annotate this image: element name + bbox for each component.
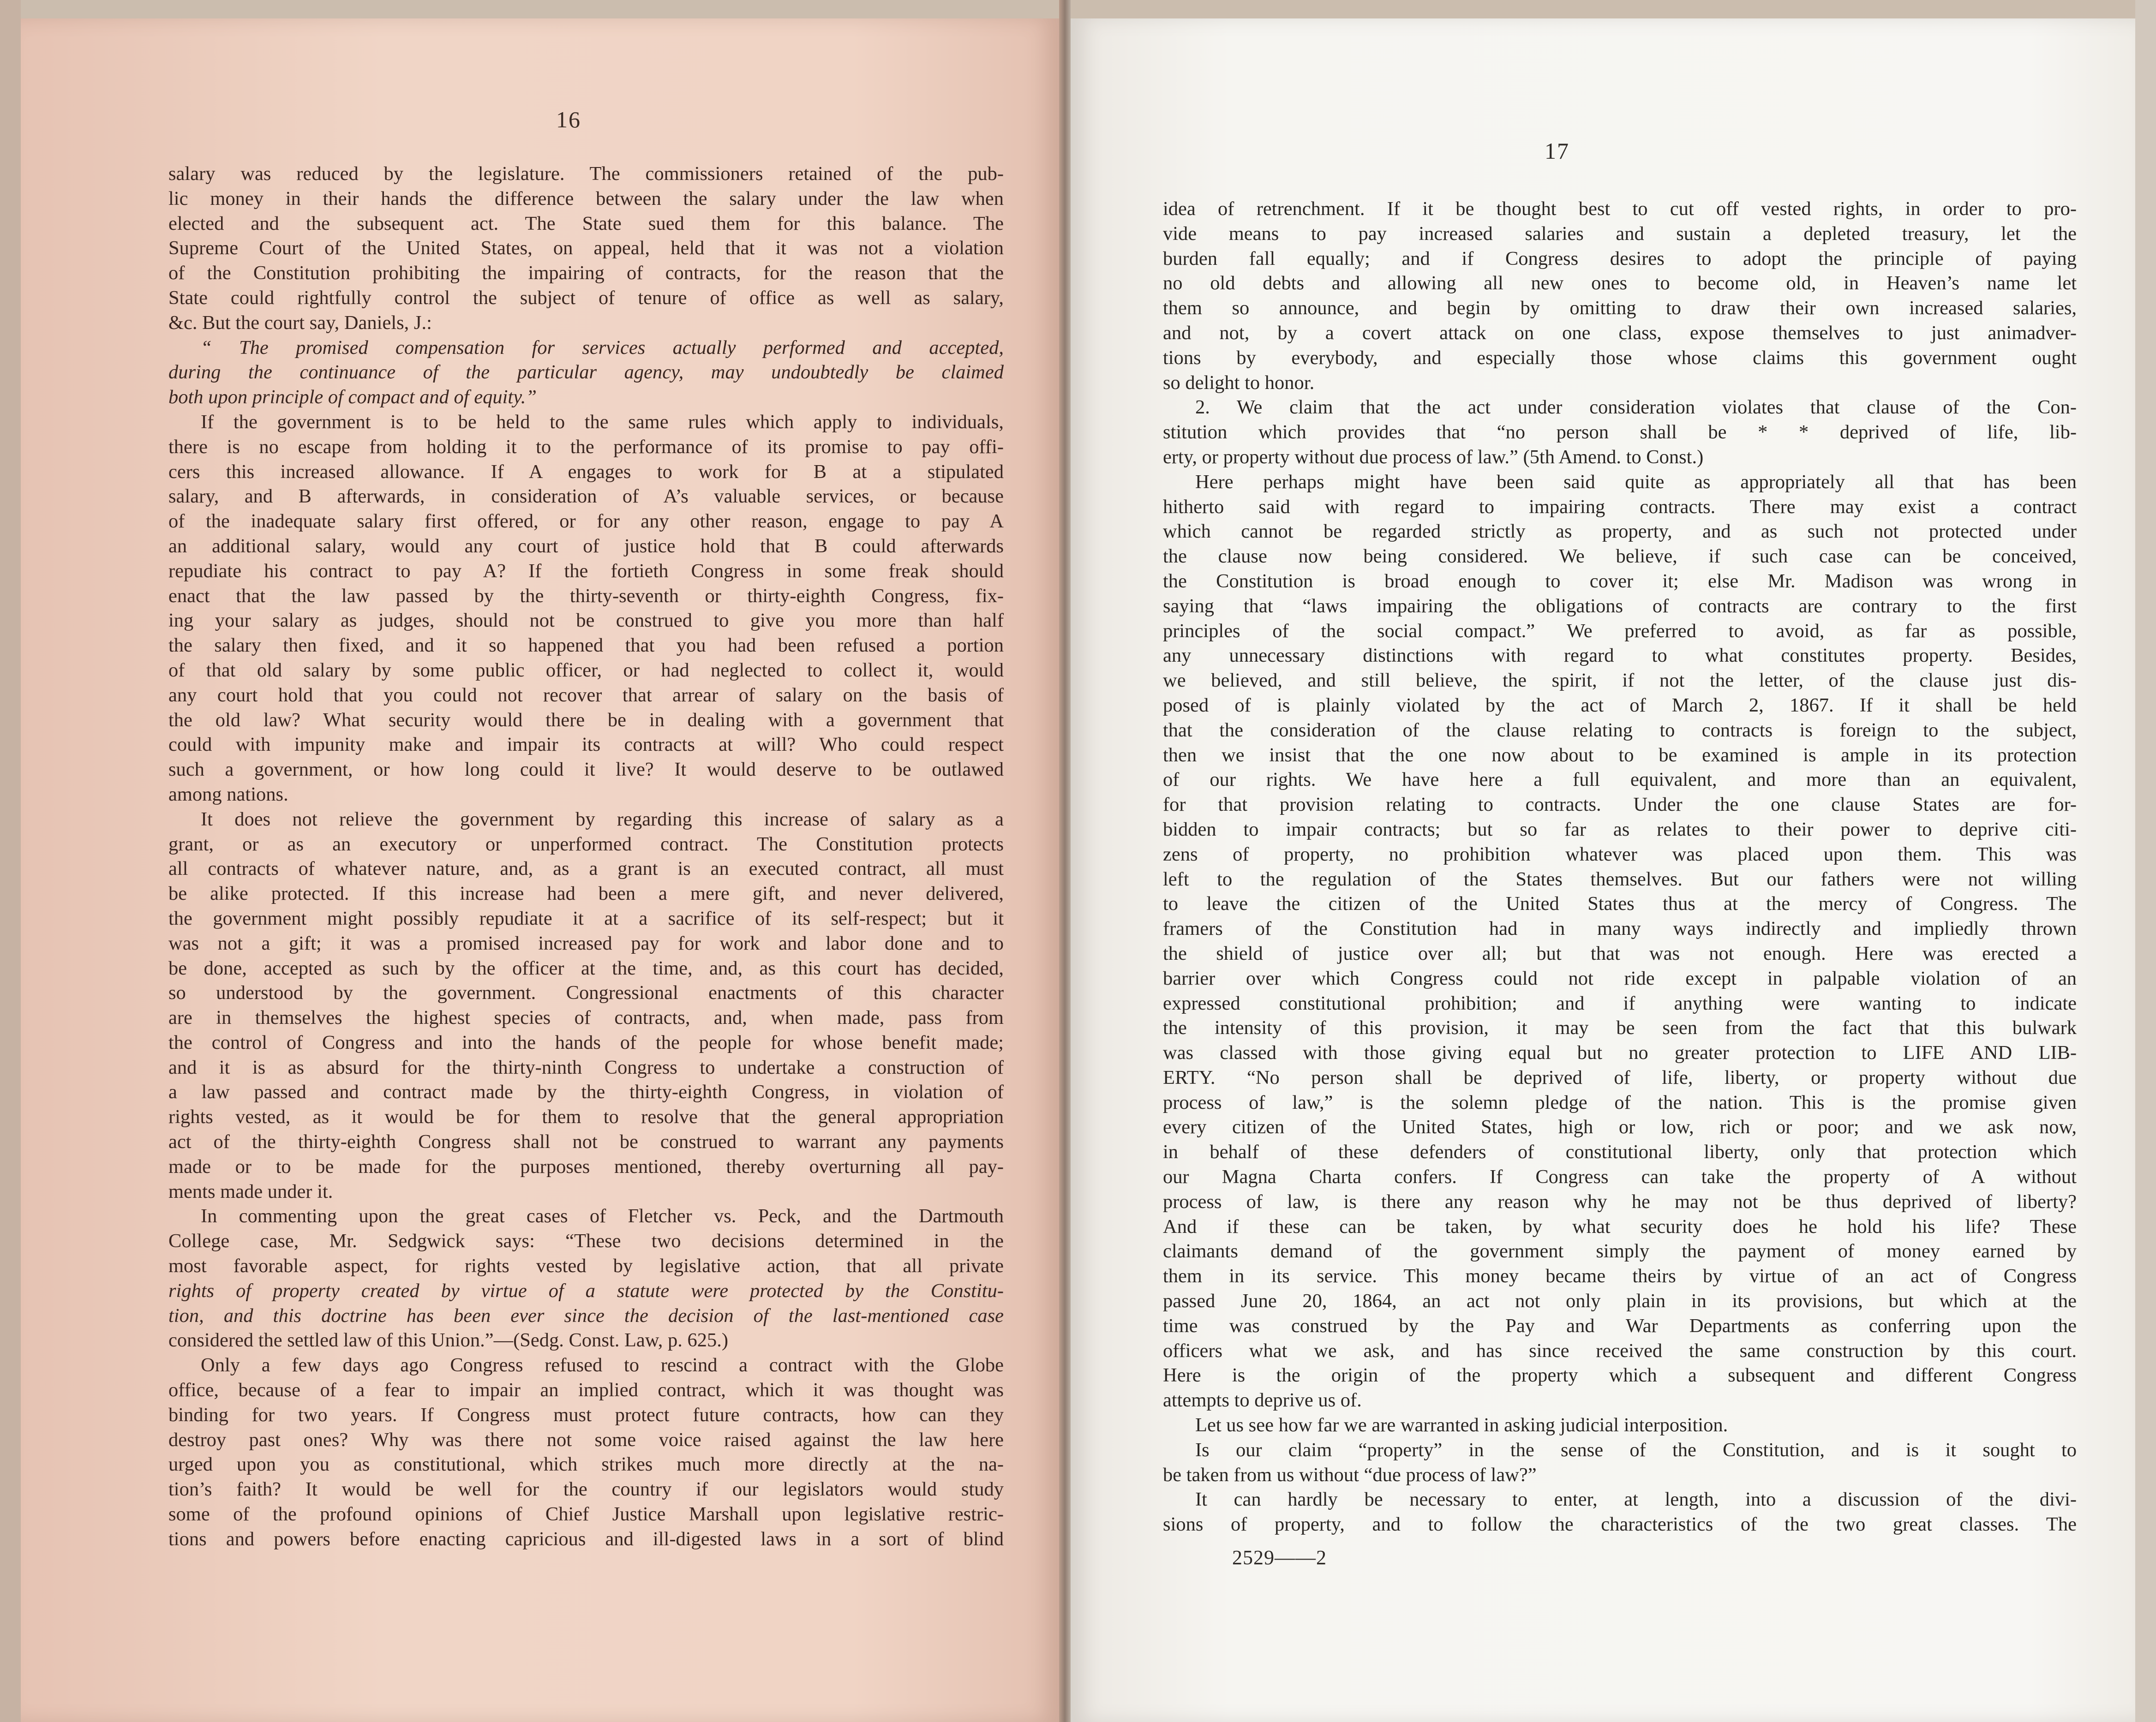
- page-number-left: 16: [556, 107, 581, 132]
- text-line: any court hold that you could not recover that arrear of salary on the basis of: [168, 684, 1004, 706]
- text-line: rights of property created by virtue of a statute were protected by the Constitu-: [168, 1280, 1004, 1302]
- text-line: salary was reduced by the legislature. The commissioners retained of the pub-: [168, 163, 1004, 185]
- text-line: Is our claim “property” in the sense of the Constitution, and is it sought to: [1195, 1439, 2077, 1461]
- text-line: expressed constitutional prohibition; and if anything were wanting to indicate: [1163, 992, 2077, 1014]
- text-line: rights vested, as it would be for them to resolve that the general appropriation: [168, 1106, 1004, 1128]
- text-line: could with impunity make and impair its contracts at will? Who could respect: [168, 734, 1004, 756]
- text-line: the shield of justice over all; but that was not enough. Here was erected a: [1163, 942, 2077, 964]
- text-line: College case, Mr. Sedgwick says: “These two decisions determined in the: [168, 1230, 1004, 1252]
- text-line: hitherto said with regard to impairing contracts. There may exist a contract: [1163, 496, 2077, 518]
- text-line: It does not relieve the government by regarding this increase of salary as a: [201, 808, 1004, 830]
- text-line: was classed with those giving equal but no greater protection to LIFE AND LIB-: [1163, 1042, 2077, 1064]
- text-line: some of the profound opinions of Chief Justice Marshall upon legislative restric-: [168, 1503, 1004, 1525]
- text-line: and not, by a covert attack on one class, expose themselves to just animadver-: [1163, 322, 2077, 344]
- text-line: Here is the origin of the property which a subsequent and different Congress: [1163, 1364, 2077, 1387]
- text-line: made or to be made for the purposes mentioned, thereby overturning all pay-: [168, 1155, 1004, 1178]
- text-line: among nations.: [168, 783, 288, 805]
- text-line: zens of property, no prohibition whatever was placed upon them. This was: [1163, 843, 2077, 865]
- right-background-edge: [2135, 0, 2156, 1722]
- text-line: any unnecessary distinctions with regard to what constitutes property. Besides,: [1163, 645, 2077, 667]
- text-line: barrier over which Congress could not ride except in palpable violation of an: [1163, 967, 2077, 989]
- text-line: the intensity of this provision, it may be seen from the fact that this bulwark: [1163, 1017, 2077, 1039]
- text-line: left to the regulation of the States themselves. But our fathers were not willing: [1163, 868, 2077, 890]
- text-line: to leave the citizen of the United States thus at the mercy of Congress. The: [1163, 893, 2077, 915]
- text-line: process of law,” is the solemn pledge of the nation. This is the promise given: [1163, 1091, 2077, 1113]
- text-line: act of the thirty-eighth Congress shall not be construed to warrant any payments: [168, 1131, 1004, 1153]
- text-line: during the continuance of the particular agency, may undoubtedly be claimed: [168, 361, 1004, 383]
- text-line: of that old salary by some public officer, or had neglected to collect it, would: [168, 659, 1004, 681]
- text-line: bidden to impair contracts; but so far as relates to their power to deprive citi-: [1163, 818, 2077, 840]
- text-line: every citizen of the United States, high or low, rich or poor; and we ask now,: [1163, 1116, 2077, 1138]
- right-page: [1071, 18, 2135, 1722]
- text-line: of the Constitution prohibiting the impairing of contracts, for the reason that the: [168, 262, 1004, 284]
- text-line: officers what we ask, and has since received the same construction by this court.: [1163, 1339, 2077, 1362]
- text-line: claimants demand of the government simply the payment of money earned by: [1163, 1240, 2077, 1262]
- text-line: process of law, is there any reason why he may not be thus deprived of liberty?: [1163, 1190, 2077, 1213]
- text-line: in behalf of these defenders of constitutional liberty, only that protection which: [1163, 1141, 2077, 1163]
- text-line: grant, or as an executory or unperformed contract. The Constitution protects: [168, 833, 1004, 855]
- text-line: no old debts and allowing all new ones to become old, in Heaven’s name let: [1163, 272, 2077, 294]
- text-line: be alike protected. If this increase had been a mere gift, and never delivered,: [168, 883, 1004, 905]
- text-line: so understood by the government. Congressional enactments of this character: [168, 982, 1004, 1004]
- text-line: tion’s faith? It would be well for the country if our legislators would study: [168, 1478, 1004, 1501]
- text-line: salary, and B afterwards, in consideration of A’s valuable services, or because: [168, 485, 1004, 508]
- text-line: ments made under it.: [168, 1180, 333, 1202]
- text-line: most favorable aspect, for rights vested by legislative action, that all private: [168, 1255, 1004, 1277]
- text-line: cers this increased allowance. If A engages to work for B at a stipulated: [168, 460, 1004, 483]
- text-line: the government might possibly repudiate it at a sacrifice of its self-respect; but it: [168, 907, 1004, 929]
- text-line: our Magna Charta confers. If Congress can take the property of A without: [1163, 1166, 2077, 1188]
- text-line: “ The promised compensation for services actually performed and accepted,: [201, 336, 1004, 359]
- text-line: stitution which provides that “no person shall be * * deprived of life, lib-: [1163, 421, 2077, 443]
- text-line: all contracts of whatever nature, and, as a grant is an executed contract, all must: [168, 858, 1004, 880]
- text-line: of the inadequate salary first offered, or for any other reason, engage to pay A: [168, 510, 1004, 532]
- text-line: Only a few days ago Congress refused to rescind a contract with the Globe: [201, 1354, 1004, 1376]
- text-line: repudiate his contract to pay A? If the fortieth Congress in some freak should: [168, 560, 1004, 582]
- book-gutter: [1059, 0, 1071, 1722]
- text-line: binding for two years. If Congress must protect future contracts, how can they: [168, 1404, 1004, 1426]
- text-line: burden fall equally; and if Congress desires to adopt the principle of paying: [1163, 247, 2077, 269]
- text-line: erty, or property without due process of law.” (5th Amend. to Const.): [1163, 446, 1704, 468]
- text-line: that the consideration of the clause relating to contracts is foreign to the subject,: [1163, 719, 2077, 741]
- text-line: Supreme Court of the United States, on appeal, held that it was not a violation: [168, 237, 1004, 259]
- text-line: Here perhaps might have been said quite as appropriately all that has been: [1195, 471, 2077, 493]
- text-line: the clause now being considered. We believe, if such case can be conceived,: [1163, 545, 2077, 568]
- text-line: attempts to deprive us of.: [1163, 1389, 1362, 1411]
- text-line: of our rights. We have here a full equivalent, and more than an equivalent,: [1163, 769, 2077, 791]
- text-line: tions and powers before enacting capricious and ill-digested laws in a sort of blind: [168, 1528, 1004, 1550]
- text-line: the salary then fixed, and it so happened that you had been refused a portion: [168, 634, 1004, 657]
- text-line: State could rightfully control the subject of tenure of office as well as salary,: [168, 287, 1004, 309]
- text-line: sions of property, and to follow the characteristics of the two great classes. The: [1163, 1513, 2077, 1536]
- text-line: a law passed and contract made by the thirty-eighth Congress, in violation of: [168, 1081, 1004, 1103]
- text-line: them so announce, and begin by omitting to draw their own increased salaries,: [1163, 297, 2077, 319]
- text-line: be taken from us without “due process of law?”: [1163, 1464, 1537, 1486]
- text-line: 2. We claim that the act under consideration violates that clause of the Con-: [1195, 396, 2077, 419]
- text-line: and it is as absurd for the thirty-ninth Congress to undertake a construction of: [168, 1056, 1004, 1078]
- text-line: And if these can be taken, by what security does he hold his life? These: [1163, 1215, 2077, 1238]
- text-line: are in themselves the highest species of contracts, and, when made, pass from: [168, 1007, 1004, 1029]
- text-line: such a government, or how long could it live? It would deserve to be outlawed: [168, 759, 1004, 781]
- text-line: ERTY. “No person shall be deprived of life, liberty, or property without due: [1163, 1066, 2077, 1088]
- text-line: If the government is to be held to the same rules which apply to individuals,: [201, 411, 1004, 433]
- text-line: which cannot be regarded strictly as property, and as such not protected under: [1163, 520, 2077, 543]
- text-line: tions by everybody, and especially those whose claims this government ought: [1163, 347, 2077, 369]
- text-line: saying that “laws impairing the obligations of contracts are contrary to the first: [1163, 595, 2077, 617]
- text-line: both upon principle of compact and of equity.”: [168, 386, 537, 408]
- text-line: there is no escape from holding it to the performance of its promise to pay offi-: [168, 436, 1004, 458]
- text-line: passed June 20, 1864, an act not only plain in its provisions, but which at the: [1163, 1290, 2077, 1312]
- text-line: idea of retrenchment. If it be thought best to cut off vested rights, in order to pro-: [1163, 198, 2077, 220]
- text-line: the old law? What security would there be in dealing with a government that: [168, 709, 1004, 731]
- text-line: In commenting upon the great cases of Fletcher vs. Peck, and the Dartmouth: [201, 1205, 1004, 1227]
- text-line: tion, and this doctrine has been ever since the decision of the last-mentioned case: [168, 1304, 1004, 1327]
- text-line: then we insist that the one now about to be examined is ample in its protection: [1163, 744, 2077, 766]
- text-line: elected and the subsequent act. The State sued them for this balance. The: [168, 212, 1004, 234]
- text-line: the Constitution is broad enough to cover it; else Mr. Madison was wrong in: [1163, 570, 2077, 592]
- left-page-text: [168, 161, 1004, 1552]
- right-page-text: [1163, 197, 2077, 1537]
- text-line: considered the settled law of this Union.”—(Sedg. Const. Law, p. 625.): [168, 1329, 728, 1351]
- text-line: framers of the Constitution had in many ways indirectly and impliedly thrown: [1163, 918, 2077, 940]
- text-line: them in its service. This money became theirs by virtue of an act of Congress: [1163, 1265, 2077, 1287]
- text-line: we believed, and still believe, the spirit, if not the letter, of the clause just dis-: [1163, 670, 2077, 692]
- text-line: &c. But the court say, Daniels, J.:: [168, 311, 432, 334]
- text-line: vide means to pay increased salaries and sustain a depleted treasury, let the: [1163, 222, 2077, 245]
- text-line: was not a gift; it was a promised increased pay for work and labor done and to: [168, 932, 1004, 954]
- text-line: enact that the law passed by the thirty-seventh or thirty-eighth Congress, fix-: [168, 585, 1004, 607]
- text-line: so delight to honor.: [1163, 371, 1315, 394]
- text-line: Let us see how far we are warranted in asking judicial interposition.: [1195, 1414, 1728, 1436]
- text-line: time was construed by the Pay and War Departments as conferring upon the: [1163, 1315, 2077, 1337]
- text-line: ing your salary as judges, should not be construed to give you more than half: [168, 610, 1004, 632]
- text-line: for that provision relating to contracts. Under the one clause States are for-: [1163, 794, 2077, 816]
- left-background-edge: [0, 0, 21, 1722]
- page-number-right: 17: [1545, 138, 1569, 164]
- text-line: destroy past ones? Why was there not some voice raised against the law here: [168, 1429, 1004, 1451]
- text-line: urged upon you as constitutional, which strikes much more directly at the na-: [168, 1453, 1004, 1476]
- text-line: the control of Congress and into the hands of the people for whose benefit made;: [168, 1031, 1004, 1053]
- left-page: [21, 18, 1059, 1722]
- text-line: office, because of a fear to impair an implied contract, which it was thought was: [168, 1379, 1004, 1401]
- text-line: posed of is plainly violated by the act of March 2, 1867. If it shall be held: [1163, 694, 2077, 716]
- signature-mark: 2529——2: [1232, 1546, 1327, 1569]
- text-line: an additional salary, would any court of justice hold that B could afterwards: [168, 535, 1004, 557]
- text-line: principles of the social compact.” We preferred to avoid, as far as possible,: [1163, 620, 2077, 642]
- text-line: be done, accepted as such by the officer at the time, and, as this court has decided,: [168, 957, 1004, 979]
- text-line: It can hardly be necessary to enter, at length, into a discussion of the divi-: [1195, 1489, 2077, 1511]
- text-line: lic money in their hands the difference between the salary under the law when: [168, 187, 1004, 209]
